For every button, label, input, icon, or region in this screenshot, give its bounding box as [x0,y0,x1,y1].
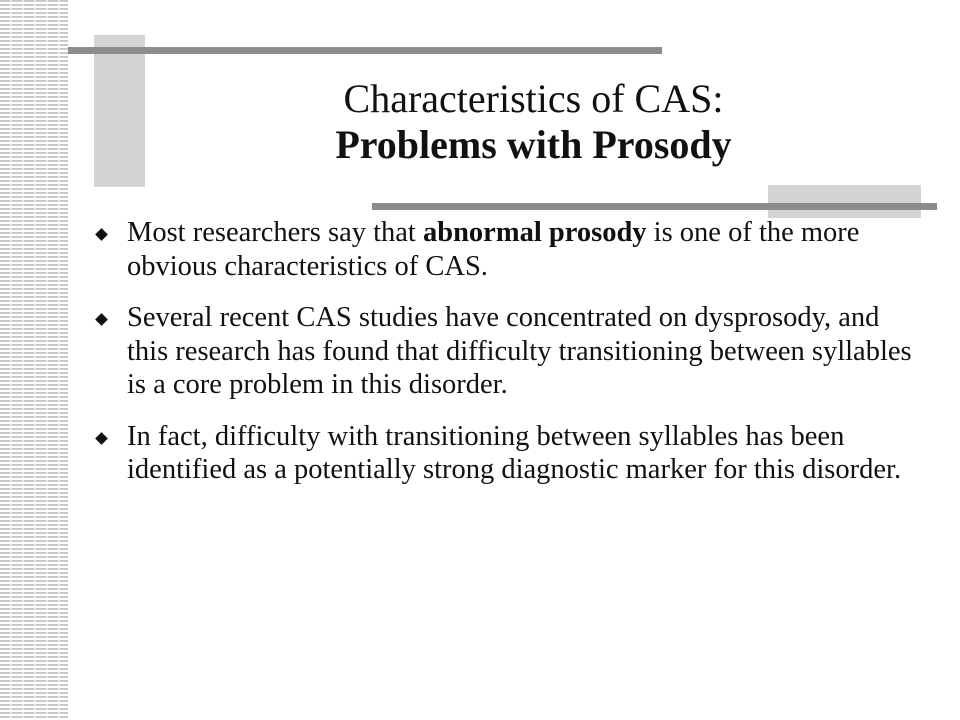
title-block-left-decoration [94,35,145,187]
bullet-item-3 [95,420,925,487]
diamond-bullet-icon [97,301,111,334]
slide-title [145,76,922,168]
left-stripe-decoration [0,0,68,720]
diamond-bullet-icon [97,420,111,453]
diamond-bullet-icon [97,216,111,249]
bullet-item-2 [95,301,925,402]
title-bar-top-decoration [68,47,662,54]
bullet-1-text-after: is one of the more obvious characteristics of CAS. [127,217,860,282]
slide-title-line2: Problems with Prosody [335,122,732,167]
bullet-3-text: In fact, difficulty with transitioning between syllables has been identified as a potentially strong diagnostic marker for this disorder. [127,420,902,485]
bullet-item-1 [95,216,925,283]
bullet-1-text-before: Most researchers say that [127,217,423,248]
bullet-2-text: Several recent CAS studies have concentrated on dysprosody, and this research has found that difficulty transitioning between syllables is a core problem in this disorder. [127,302,912,400]
title-bar-bottom-decoration [372,203,937,210]
bullet-list [95,216,925,505]
bullet-1-text-bold: abnormal prosody [422,217,647,248]
slide-title-line1: Characteristics of CAS: [343,76,724,121]
title-block-right-decoration [768,185,921,218]
